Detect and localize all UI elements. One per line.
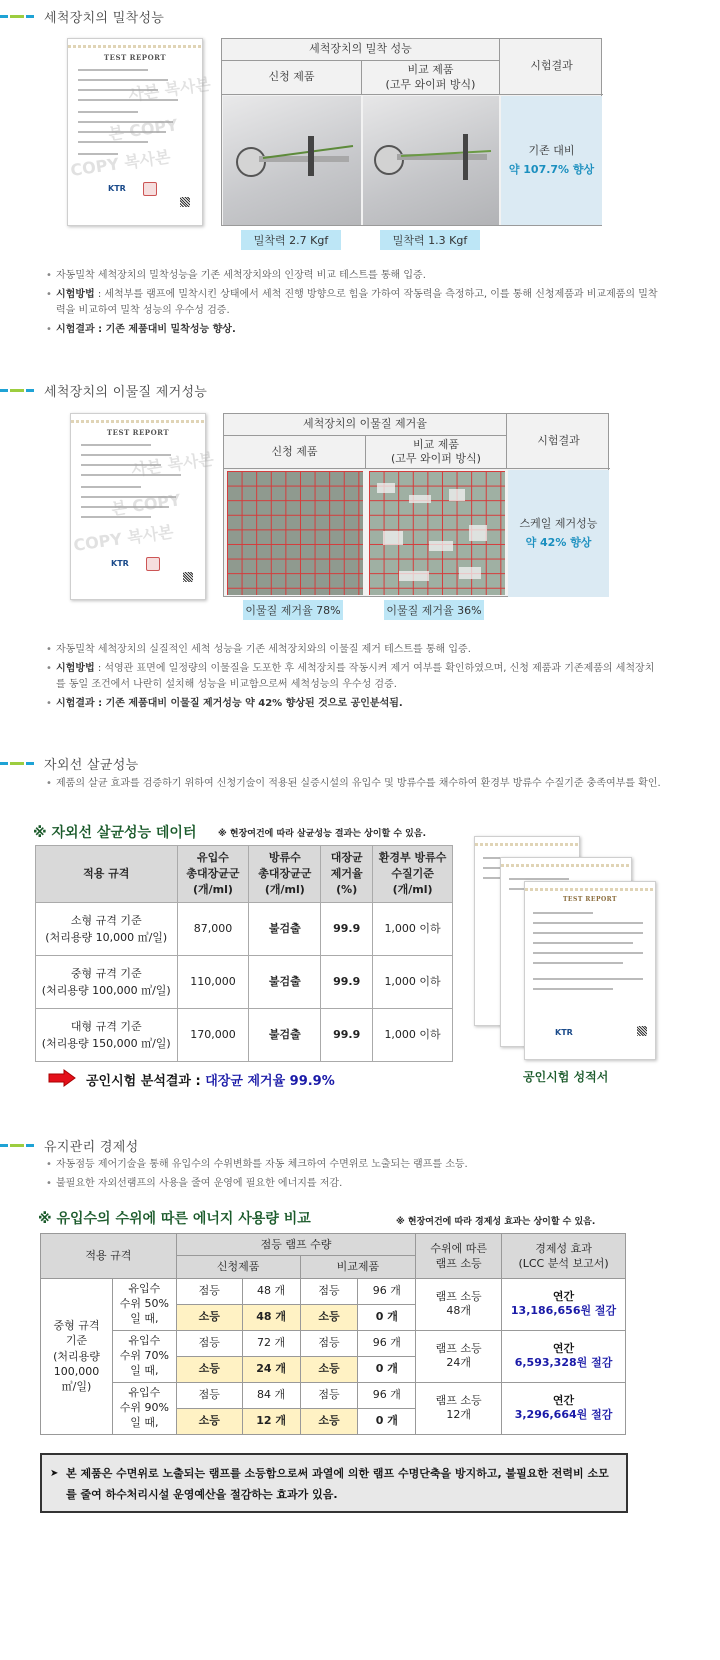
col-new-product: 신청 제품: [222, 61, 362, 95]
report-watermark: 사본 복사본: [127, 74, 212, 105]
removal-comparison-table: [223, 413, 609, 597]
caption-compare-product: 이물질 제거율 36%: [384, 600, 484, 620]
maintenance-bullets: [46, 1157, 666, 1195]
qr-icon: [180, 197, 190, 207]
report-title: TEST REPORT: [106, 428, 170, 437]
section-header-maintenance: [0, 1135, 138, 1155]
table-row: 대형 규격 기준 (처리용량 150,000 ㎥/일) 170,000 불검출 99.9 1,000 이하: [36, 1008, 453, 1061]
section-marker-icon: [0, 1144, 34, 1147]
energy-note: ※ 현장여건에 따라 경제성 효과는 상이할 수 있음.: [396, 1217, 596, 1227]
qr-icon: [183, 572, 193, 582]
header-outflow: 방류수 총대장균군 (개/ml): [249, 846, 321, 903]
result-cell: 스케일 제거성능 약 42% 향상: [508, 470, 609, 597]
bullet-item: • 불필요한 자외선램프의 사용을 줄여 운영에 필요한 에너지를 저감.: [46, 1176, 666, 1192]
header-spec: 적용 규격: [36, 846, 178, 903]
report-title: TEST REPORT: [103, 53, 167, 62]
table-header-row: [36, 846, 453, 903]
bullet-item: • 자동밀착 세척장치의 실질적인 세척 성능을 기존 세척장치와의 이물질 제거 테스트를 통해 입증.: [46, 642, 656, 658]
uv-result-line: 공인시험 분석결과 : 대장균 제거율 99.9%: [86, 1074, 335, 1089]
arrow-right-icon: [48, 1070, 76, 1090]
uv-data-heading: ※ 자외선 살균성능 데이터: [33, 825, 197, 841]
photo-new-product-grid: [227, 471, 363, 595]
certificate-front[interactable]: [524, 881, 656, 1060]
certificate-caption: 공인시험 성적서: [523, 1070, 609, 1084]
report-title: TEST REPORT: [562, 896, 618, 903]
adhesion-bullets: [46, 268, 666, 341]
table-row: 유입수 수위 90% 일 때, 점등 84 개 점등 96 개 램프 소등 12개 연간 3,296,664원 절감: [41, 1382, 626, 1408]
section-header-uv: [0, 753, 138, 773]
col-result: 시험결과: [500, 39, 603, 95]
section-header-removal: [0, 380, 207, 400]
table-row: 소등 24 개 소등 0 개: [41, 1356, 626, 1382]
report-watermark: 본 COPY: [110, 490, 182, 519]
section-marker-icon: [0, 15, 34, 18]
uv-intro: [46, 776, 666, 795]
table-row: 소형 규격 기준 (처리용량 10,000 ㎥/일) 87,000 불검출 99.9 1,000 이하: [36, 902, 453, 955]
section-header-adhesion: [0, 6, 164, 26]
removal-bullets: [46, 642, 656, 715]
section-marker-icon: [0, 762, 34, 765]
bullet-item: • 시험결과 : 기존 제품대비 밀착성능 향상.: [46, 322, 666, 338]
uv-sterilization-table: [35, 845, 453, 1062]
seal-icon: [146, 557, 160, 571]
chevron-right-icon: ➤: [50, 1468, 59, 1479]
col-compare-product: 비교 제품 (고무 와이퍼 방식): [362, 61, 500, 95]
col-compare-product: 비교 제품 (고무 와이퍼 방식): [366, 436, 507, 469]
bullet-item: • 시험방법 : 석영관 표면에 일정량의 이물질을 도포한 후 세척장치를 작동시켜 제거 여부를 확인하였으며, 신청 제품과 기존제품의 세척장치를 동일 조건에서 나란히 설치해 성능을 비교함으로써 세척성능의 우수성 검증.: [46, 661, 656, 693]
energy-heading: ※ 유입수의 수위에 따른 에너지 사용량 비교: [38, 1211, 311, 1227]
table-row: 중형 규격 기준 (처리용량 100,000 ㎥/일) 유입수 수위 50% 일 때, 점등 48 개 점등 96 개 램프 소등 48개 연간 13,186,656원 절감: [41, 1278, 626, 1304]
bullet-item: • 시험방법 : 세척부를 램프에 밀착시킨 상태에서 세척 진행 방향으로 힘을 가하여 작동력을 측정하고, 이를 통해 신청제품과 비교제품의 밀착력을 비교하여 밀착 성능의 우수성 검증.: [46, 287, 666, 319]
table-row: 소등 48 개 소등 0 개: [41, 1304, 626, 1330]
section-title: 유지관리 경제성: [44, 1139, 139, 1155]
qr-icon: [637, 1026, 647, 1036]
table-row: 소등 12 개 소등 0 개: [41, 1408, 626, 1434]
bullet-item: • 시험결과 : 기존 제품대비 이물질 제거성능 약 42% 향상된 것으로 공인분석됨.: [46, 696, 656, 712]
caption-compare-product: 밀착력 1.3 Kgf: [380, 230, 480, 250]
table-row: 중형 규격 기준 (처리용량 100,000 ㎥/일) 110,000 불검출 99.9 1,000 이하: [36, 955, 453, 1008]
section-marker-icon: [0, 389, 34, 392]
adhesion-comparison-table: [221, 38, 602, 226]
caption-new-product: 이물질 제거율 78%: [243, 600, 343, 620]
header-inflow: 유입수 총대장균군 (개/ml): [177, 846, 249, 903]
test-report-thumbnail[interactable]: [67, 38, 212, 226]
table-row: 유입수 수위 70% 일 때, 점등 72 개 점등 96 개 램프 소등 24개 연간 6,593,328원 절감: [41, 1330, 626, 1356]
report-watermark: COPY 복사본: [72, 522, 175, 555]
photo-new-product: [223, 96, 361, 225]
summary-box: [40, 1453, 628, 1513]
energy-comparison-table: [40, 1233, 626, 1435]
header-standard: 환경부 방류수 수질기준 (개/ml): [373, 846, 453, 903]
photo-compare-product: [363, 96, 499, 225]
ktr-logo: KTR: [108, 184, 126, 193]
ktr-logo: KTR: [111, 559, 129, 568]
report-watermark: 본 COPY: [107, 115, 179, 144]
ktr-logo: KTR: [555, 1028, 573, 1037]
photo-compare-product-grid: [369, 471, 505, 595]
table-title: 세척장치의 밀착 성능: [222, 39, 500, 61]
table-title: 세척장치의 이물질 제거율: [224, 414, 507, 436]
section-title: 자외선 살균성능: [44, 757, 139, 773]
col-result: 시험결과: [507, 414, 610, 469]
uv-note: ※ 현장여건에 따라 살균성능 결과는 상이할 수 있음.: [218, 829, 426, 839]
report-watermark: 사본 복사본: [130, 449, 215, 480]
report-watermark: COPY 복사본: [69, 147, 172, 180]
col-new-product: 신청 제품: [224, 436, 366, 469]
seal-icon: [143, 182, 157, 196]
bullet-item: • 자동점등 제어기술을 통해 유입수의 수위변화를 자동 체크하여 수면위로 노출되는 램프를 소등.: [46, 1157, 666, 1173]
section-title: 세척장치의 이물질 제거성능: [44, 384, 208, 400]
section-title: 세척장치의 밀착성능: [44, 10, 165, 26]
result-cell: 기존 대비 약 107.7% 향상: [501, 96, 602, 225]
table-header-row: 적용 규격 점등 램프 수량 수위에 따른 램프 소등 경제성 효과 (LCC 분석 보고서): [41, 1234, 626, 1256]
header-rate: 대장균 제거율 (%): [321, 846, 373, 903]
bullet-item: • 자동밀착 세척장치의 밀착성능을 기존 세척장치와의 인장력 비교 테스트를 통해 입증.: [46, 268, 666, 284]
caption-new-product: 밀착력 2.7 Kgf: [241, 230, 341, 250]
summary-text: 본 제품은 수면위로 노출되는 램프를 소등함으로써 과열에 의한 램프 수명단축을 방지하고, 불필요한 전력비 소모를 줄여 하수처리시설 운영예산을 절감하는 효과가 있음.: [66, 1467, 609, 1501]
table-header-row: 신청제품 비교제품: [41, 1256, 626, 1278]
test-report-thumbnail[interactable]: [70, 413, 215, 600]
bullet-item: • 제품의 살균 효과를 검증하기 위하여 신청기술이 적용된 실증시설의 유입수 및 방류수를 채수하여 환경부 방류수 수질기준 충족여부를 확인.: [46, 776, 666, 792]
